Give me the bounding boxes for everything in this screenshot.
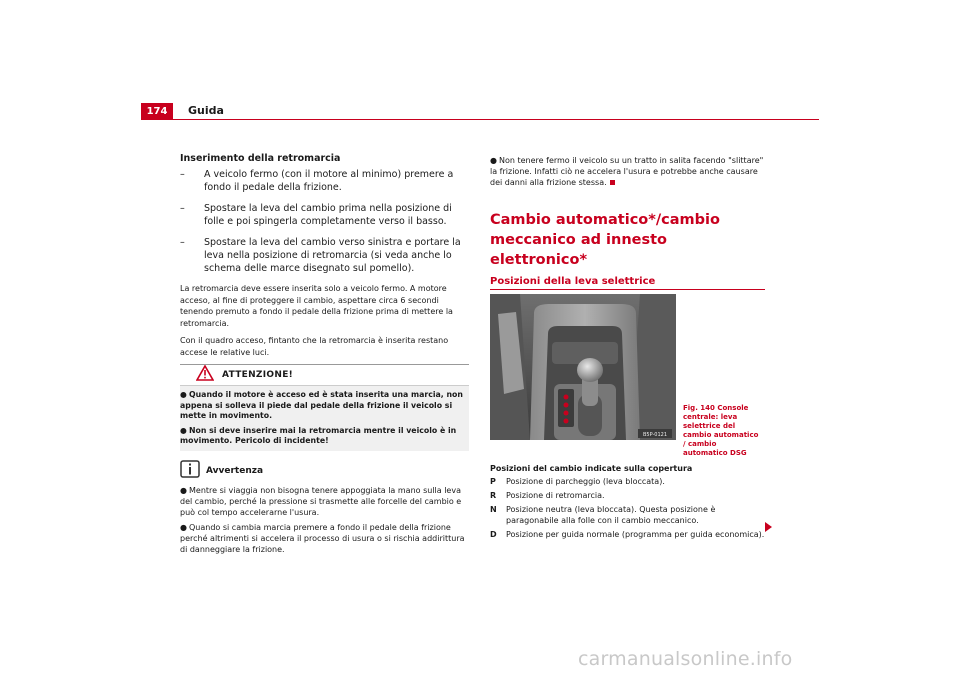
warning-text: Quando il motore è acceso ed è stata inserita una marcia, non appena si solleva il piede dal pedale della frizione il veicolo si mette in movimento.	[180, 390, 463, 420]
chapter-title: Cambio automatico*/cambio meccanico ad innesto elettronico*	[490, 212, 720, 268]
step-text: Spostare la leva del cambio prima nella posizione di folle e poi spingerla completamente verso il basso.	[204, 203, 452, 227]
warning-header	[180, 365, 469, 386]
left-column	[180, 153, 469, 555]
step-3	[180, 236, 469, 275]
note-item-2	[180, 522, 469, 555]
position-text: Posizione di parcheggio (leva bloccata).	[506, 477, 665, 486]
bullet: ●	[180, 522, 187, 532]
position-key: R	[490, 491, 497, 500]
position-item-d	[490, 529, 765, 540]
note-header	[180, 461, 469, 481]
paragraph-1: La retromarcia deve essere inserita solo a veicolo fermo. A motore acceso, al fine di proteggere il cambio, aspettare circa 6 secondi tenendo premuto a fondo il pedale della frizione prima di mettere la retromarcia.	[180, 284, 453, 328]
subheading: Inserimento della retromarcia	[180, 153, 341, 164]
dash: –	[180, 203, 185, 214]
warning-item-1	[180, 390, 469, 422]
paragraph-text: Non tenere fermo il veicolo su un tratto in salita facendo "slittare" la frizione. Infatti ciò ne accelera l'usura e potrebbe anche causare dei danni alla frizione stessa.	[490, 156, 764, 187]
page-number: 174	[141, 103, 173, 119]
bullet: ●	[180, 485, 187, 495]
step-1	[180, 168, 469, 194]
gear-lever-photo	[490, 294, 676, 440]
section-title: Posizioni della leva selettrice	[490, 276, 765, 290]
position-key: P	[490, 477, 496, 486]
section-end-mark	[610, 180, 615, 185]
position-text: Posizione di retromarcia.	[506, 491, 605, 500]
bullet: ●	[180, 390, 187, 399]
step-text: A veicolo fermo (con il motore al minimo) premere a fondo il pedale della frizione.	[204, 169, 454, 193]
figure-140	[490, 294, 765, 457]
clutch-warning-paragraph	[490, 155, 765, 188]
position-item-p	[490, 476, 765, 487]
position-text: Posizione neutra (leva bloccata). Questa posizione è paragonabile alla folle con il cambio meccanico.	[506, 505, 716, 525]
warning-item-2	[180, 426, 469, 447]
info-note-icon	[180, 460, 200, 482]
warning-title: ATTENZIONE!	[222, 370, 294, 380]
watermark: carmanualsonline.info	[578, 648, 793, 670]
positions-heading: Posizioni del cambio indicate sulla copertura	[490, 464, 693, 473]
bullet: ●	[490, 156, 497, 165]
right-column	[490, 153, 765, 543]
position-item-n	[490, 504, 765, 526]
position-key: N	[490, 505, 497, 514]
header-rule	[141, 119, 819, 120]
figure-caption-text: Console centrale: leva selettrice del cambio automatico / cambio automatico DSG	[683, 404, 759, 457]
step-text: Spostare la leva del cambio verso sinistra e portare la leva nella posizione di retromarcia (si veda anche lo schema delle marce disegnato sul pomello).	[204, 237, 461, 274]
note-title: Avvertenza	[206, 465, 264, 476]
figure-number: Fig. 140	[683, 404, 715, 412]
bullet: ●	[180, 425, 187, 435]
running-title: Guida	[188, 104, 224, 117]
warning-text: Non si deve inserire mai la retromarcia mentre il veicolo è in movimento. Pericolo di incidente!	[180, 425, 457, 445]
position-key: D	[490, 530, 497, 539]
warning-box	[180, 364, 469, 451]
figure-caption	[683, 404, 763, 458]
continue-arrow-icon	[765, 522, 772, 532]
dash: –	[180, 169, 185, 180]
dash: –	[180, 237, 185, 248]
note-text: Mentre si viaggia non bisogna tenere appoggiata la mano sulla leva del cambio, perché la pressione si trasmette alle forcelle del cambio e può col tempo accelerarne l'usura.	[180, 485, 462, 517]
note-item-1	[180, 485, 469, 518]
note-text: Quando si cambia marcia premere a fondo il pedale della frizione perché altrimenti si accelera il processo di usura o si rischia addirittura di danneggiare la frizione.	[180, 522, 465, 554]
warning-triangle-icon	[196, 365, 214, 385]
step-2	[180, 202, 469, 228]
paragraph-2: Con il quadro acceso, fintanto che la retromarcia è inserita restano accese le relative luci.	[180, 336, 449, 357]
position-item-r	[490, 490, 765, 501]
position-text: Posizione per guida normale (programma per guida economica).	[506, 530, 765, 539]
figure-code: B5P-0121	[642, 432, 668, 438]
